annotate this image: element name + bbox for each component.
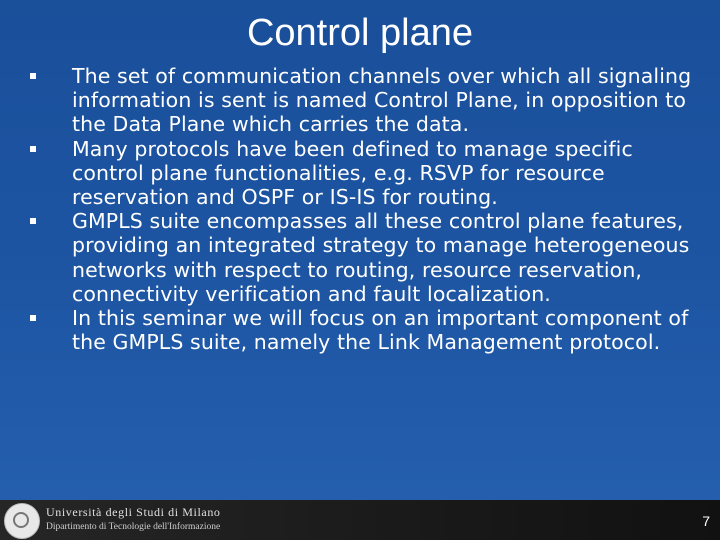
bullet-text: Many protocols have been defined to manage specific control plane functionalities, e.g. RSVP for resource reservation and OSPF or IS-IS for routing.: [72, 136, 633, 210]
square-bullet-icon: [30, 315, 36, 321]
university-name: Università degli Studi di Milano: [46, 505, 221, 519]
slide-title: Control plane: [246, 12, 474, 54]
bullet-text: The set of communication channels over which all signaling information is sent is named Control Plane, in opposition to the Data Plane which carries the data.: [72, 64, 692, 137]
department-name: Dipartimento di Tecnologie dell'Informazione: [46, 522, 221, 532]
bullet-item: [8, 64, 708, 137]
page-number: 7: [702, 513, 710, 529]
square-bullet-icon: [30, 146, 36, 152]
square-bullet-icon: [30, 73, 36, 79]
bullet-list: [8, 64, 708, 354]
bullet-item: [8, 306, 708, 354]
bullet-text: GMPLS suite encompasses all these control plane features, providing an integrated strategy to manage heterogeneous networks with respect to routing, resource reservation, connectivity verification and fault localization.: [72, 209, 690, 306]
bullet-item: [8, 209, 708, 306]
footer-bar: [0, 500, 720, 540]
university-seal-icon: [4, 503, 40, 539]
square-bullet-icon: [30, 218, 36, 224]
bullet-text: In this seminar we will focus on an important component of the GMPLS suite, namely the Link Management protocol.: [72, 306, 689, 355]
bullet-item: [8, 137, 708, 210]
